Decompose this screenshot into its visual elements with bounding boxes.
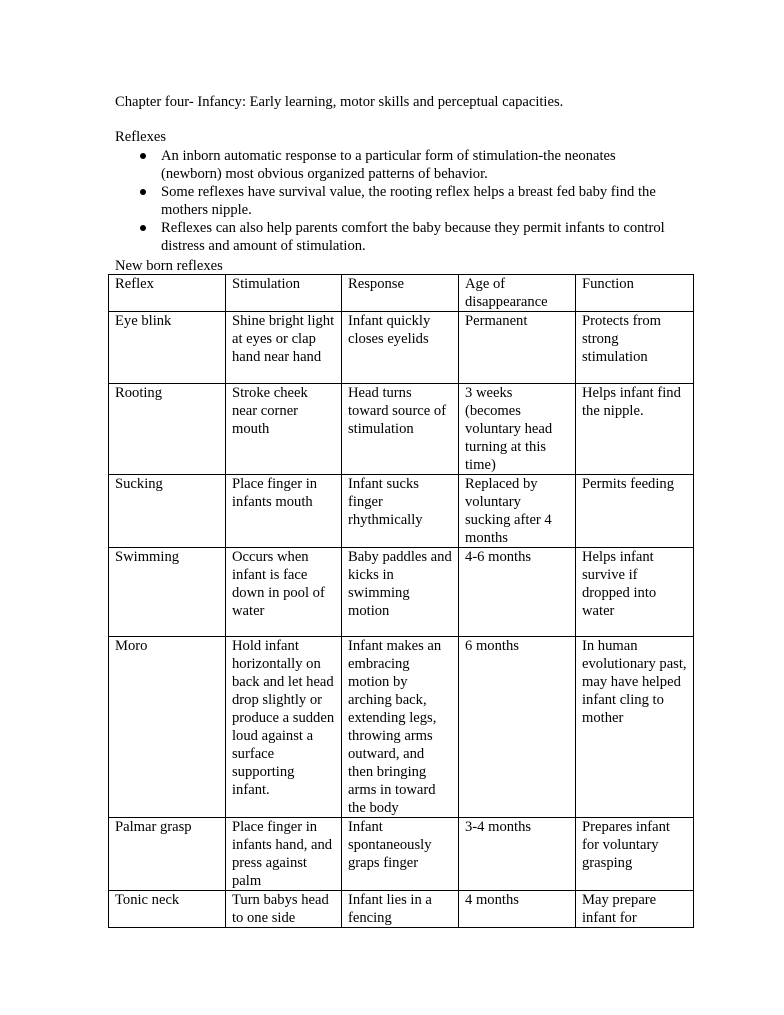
table-caption: New born reflexes [115,258,223,274]
table-cell: Turn babys head to one side [226,891,342,928]
bullet-icon [140,225,146,231]
table-cell: Prepares infant for voluntary grasping [576,818,694,891]
table-row [109,384,694,475]
bullet-text: An inborn automatic response to a particular form of stimulation-the neonates (newborn) most obvious organized patterns of behavior. [161,148,616,182]
table-cell: Place finger in infants hand, and press against palm [226,818,342,891]
table-row [109,548,694,637]
table-cell: Infant sucks finger rhythmically [342,475,459,548]
table-cell: In human evolutionary past, may have helped infant cling to mother [576,637,694,818]
page-title: Chapter four- Infancy: Early learning, motor skills and perceptual capacities. [115,94,564,110]
bullet-item [115,147,675,183]
table-cell: Permanent [459,312,576,384]
header-cell-age: Age of disappearance [459,275,576,312]
table-cell: Infant spontaneously graps finger [342,818,459,891]
table-cell: Place finger in infants mouth [226,475,342,548]
table-row [109,818,694,891]
table-cell: Helps infant find the nipple. [576,384,694,475]
section-heading-reflexes: Reflexes [115,129,167,145]
bullet-text: Some reflexes have survival value, the rooting reflex helps a breast fed baby find the mothers nipple. [161,184,656,218]
header-cell-stimulation: Stimulation [226,275,342,312]
header-cell-function: Function [576,275,694,312]
table-row [109,475,694,548]
table-cell: 4 months [459,891,576,928]
table-cell: 6 months [459,637,576,818]
table-cell: Protects from strong stimulation [576,312,694,384]
table-cell: Eye blink [109,312,226,384]
table-cell: Shine bright light at eyes or clap hand near hand [226,312,342,384]
table-cell: Helps infant survive if dropped into water [576,548,694,637]
table-row [109,312,694,384]
table-header-row [109,275,694,312]
table-cell: Stroke cheek near corner mouth [226,384,342,475]
table-cell: Permits feeding [576,475,694,548]
table-cell: Sucking [109,475,226,548]
table-cell: Infant makes an embracing motion by arching back, extending legs, throwing arms outward, and then bringing arms in toward the body [342,637,459,818]
table-cell: Tonic neck [109,891,226,928]
table-cell: Infant quickly closes eyelids [342,312,459,384]
bullet-icon [140,189,146,195]
table-cell: Rooting [109,384,226,475]
reflexes-bullet-list [115,147,675,255]
table-cell: 4-6 months [459,548,576,637]
table-row [109,637,694,818]
table-cell: 3 weeks (becomes voluntary head turning at this time) [459,384,576,475]
table-cell: Replaced by voluntary sucking after 4 months [459,475,576,548]
header-cell-response: Response [342,275,459,312]
table-cell: Hold infant horizontally on back and let head drop slightly or produce a sudden loud against a surface supporting infant. [226,637,342,818]
bullet-text: Reflexes can also help parents comfort the baby because they permit infants to control distress and amount of stimulation. [161,220,665,254]
bullet-item [115,183,675,219]
table-cell: Palmar grasp [109,818,226,891]
table-cell: Baby paddles and kicks in swimming motion [342,548,459,637]
table-row [109,891,694,928]
table-cell: 3-4 months [459,818,576,891]
newborn-reflexes-table [108,274,694,928]
table-cell: Swimming [109,548,226,637]
bullet-icon [140,153,146,159]
table-cell: May prepare infant for [576,891,694,928]
table-cell: Head turns toward source of stimulation [342,384,459,475]
table-cell: Occurs when infant is face down in pool of water [226,548,342,637]
table-cell: Moro [109,637,226,818]
header-cell-reflex: Reflex [109,275,226,312]
bullet-item [115,219,675,255]
table-cell: Infant lies in a fencing [342,891,459,928]
